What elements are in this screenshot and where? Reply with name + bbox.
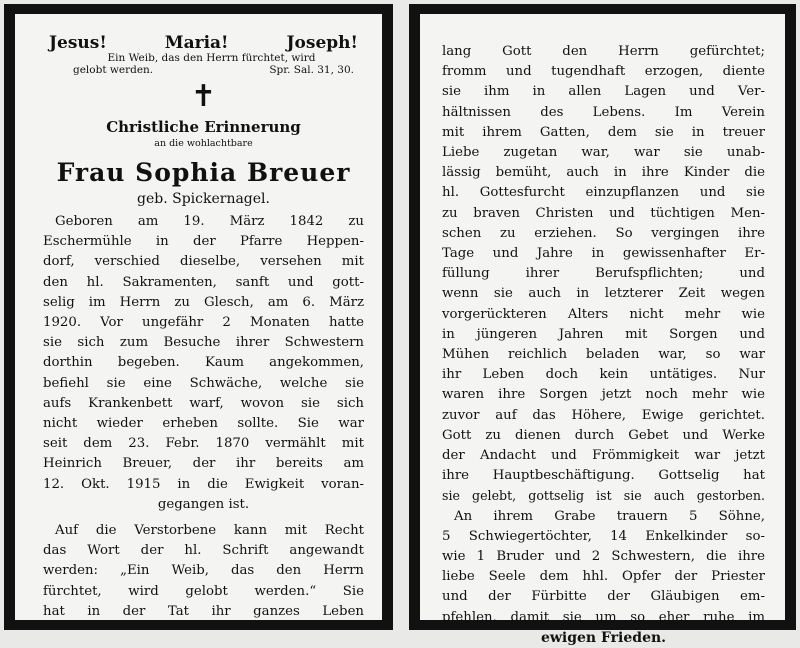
body-line: und der Fürbitte der Gläubigen em- xyxy=(442,589,765,605)
invocation xyxy=(43,34,364,52)
closing-words: ewigen Frieden. xyxy=(540,629,667,646)
body-line: zuvor auf das Höhere, Ewige gerichtet. xyxy=(442,407,765,423)
deceased-name: Frau Sophia Breuer xyxy=(56,158,351,187)
body-line: fürchtet, wird gelobt werden.“ Sie xyxy=(43,583,364,599)
body-line: ihre Hauptbeschäftigung. Gottselig hat xyxy=(442,468,765,484)
right-card-page xyxy=(420,14,785,646)
invocation-jesus: Jesus! xyxy=(49,33,107,53)
body-line: selig im Herrn zu Glesch, am 6. März xyxy=(43,294,364,310)
body-line: befiehl sie eine Schwäche, welche sie xyxy=(43,375,364,391)
body-line: aufs Krankenbett warf, wovon sie sich xyxy=(43,395,364,411)
body-line: pfehlen, damit sie um so eher ruhe im xyxy=(442,609,765,625)
body-line: waren ihre Sorgen jetzt noch mehr wie xyxy=(442,387,765,403)
motto-reference: Spr. Sal. 31, 30. xyxy=(269,64,354,76)
motto-line-1: Ein Weib, das den Herrn fürchtet, wird xyxy=(107,52,316,64)
body-line: sie gelebt, gottselig ist sie auch gestorben. xyxy=(442,488,765,504)
body-line: sie ihm in allen Lagen und Ver- xyxy=(442,84,765,100)
body-line: dorthin begeben. Kaum angekommen, xyxy=(43,355,364,371)
body-line: das Wort der hl. Schrift angewandt xyxy=(43,543,364,559)
body-line: Mühen reichlich beladen war, so war xyxy=(442,347,765,363)
maiden-name: geb. Spickernagel. xyxy=(137,191,270,207)
motto-line-2 xyxy=(43,64,364,76)
body-line: in jüngeren Jahren mit Sorgen und xyxy=(442,326,765,342)
body-line: liebe Seele dem hhl. Opfer der Priester xyxy=(442,569,765,585)
body-line: vorgerückteren Alters nicht mehr wie xyxy=(442,306,765,322)
body-line: wenn sie auch in letzterer Zeit wegen xyxy=(442,286,765,302)
cross-icon: ✝ xyxy=(190,79,217,114)
body-line: wie 1 Bruder und 2 Schwestern, die ihre xyxy=(442,549,765,565)
left-body xyxy=(43,212,364,622)
body-line: Auf die Verstorbene kann mit Recht xyxy=(55,523,364,539)
body-line: schen zu erziehen. So vergingen ihre xyxy=(442,225,765,241)
left-card-border xyxy=(4,4,393,630)
body-line: lang Gott den Herrn gefürchtet; xyxy=(442,44,765,59)
body-line: werden: „Ein Weib, das den Herrn xyxy=(43,563,364,579)
invocation-maria: Maria! xyxy=(164,33,229,53)
body-line: Tage und Jahre in gewissenhafter Er- xyxy=(442,246,765,262)
body-line: füllung ihrer Berufspflichten; und xyxy=(442,266,765,282)
body-line: nicht wieder erheben sollte. Sie war xyxy=(43,416,364,432)
body-line: zu braven Christen und tüchtigen Men- xyxy=(442,205,765,221)
body-line: dorf, verschied dieselbe, versehen mit xyxy=(43,254,364,270)
heading: Christliche Erinnerung xyxy=(106,118,301,136)
invocation-joseph: Joseph! xyxy=(286,33,358,53)
body-line: Eschermühle in der Pfarre Heppen- xyxy=(43,234,364,250)
motto-text-end: gelobt werden. xyxy=(73,64,154,76)
body-line: An ihrem Grabe trauern 5 Söhne, xyxy=(454,508,765,524)
body-line: hat in der Tat ihr ganzes Leben xyxy=(43,603,364,619)
body-line: lässig bemüht, auch in ihre Kinder die xyxy=(442,165,765,181)
body-line: hältnissen des Lebens. Im Verein xyxy=(442,104,765,120)
body-line: 1920. Vor ungefähr 2 Monaten hatte xyxy=(43,315,364,331)
body-line: ihr Leben doch kein untätiges. Nur xyxy=(442,367,765,383)
body-line: gegangen ist. xyxy=(157,496,250,512)
left-card-page xyxy=(15,14,382,620)
body-line: den hl. Sakramenten, sanft und gott- xyxy=(43,274,364,290)
subheading: an die wohlachtbare xyxy=(154,138,253,149)
body-line: 12. Okt. 1915 in die Ewigkeit voran- xyxy=(43,476,364,492)
right-body xyxy=(442,42,765,648)
body-line: der Andacht und Frömmigkeit war jetzt xyxy=(442,448,765,464)
body-line: Geboren am 19. März 1842 zu xyxy=(55,214,364,229)
body-line: Liebe zugetan war, war sie unab- xyxy=(442,145,765,161)
body-line: seit dem 23. Febr. 1870 vermählt mit xyxy=(43,436,364,452)
body-line: Heinrich Breuer, der ihr bereits am xyxy=(43,456,364,472)
body-line: 5 Schwiegertöchter, 14 Enkelkinder so- xyxy=(442,528,765,544)
right-card-border xyxy=(409,4,796,646)
body-line: sie sich zum Besuche ihrer Schwestern xyxy=(43,335,364,351)
body-line: hl. Gottesfurcht einzupflanzen und sie xyxy=(442,185,765,201)
body-line: mit ihrem Gatten, dem sie in treuer xyxy=(442,124,765,140)
body-line: Gott zu dienen durch Gebet und Werke xyxy=(442,427,765,443)
body-line: fromm und tugendhaft erzogen, diente xyxy=(442,64,765,80)
